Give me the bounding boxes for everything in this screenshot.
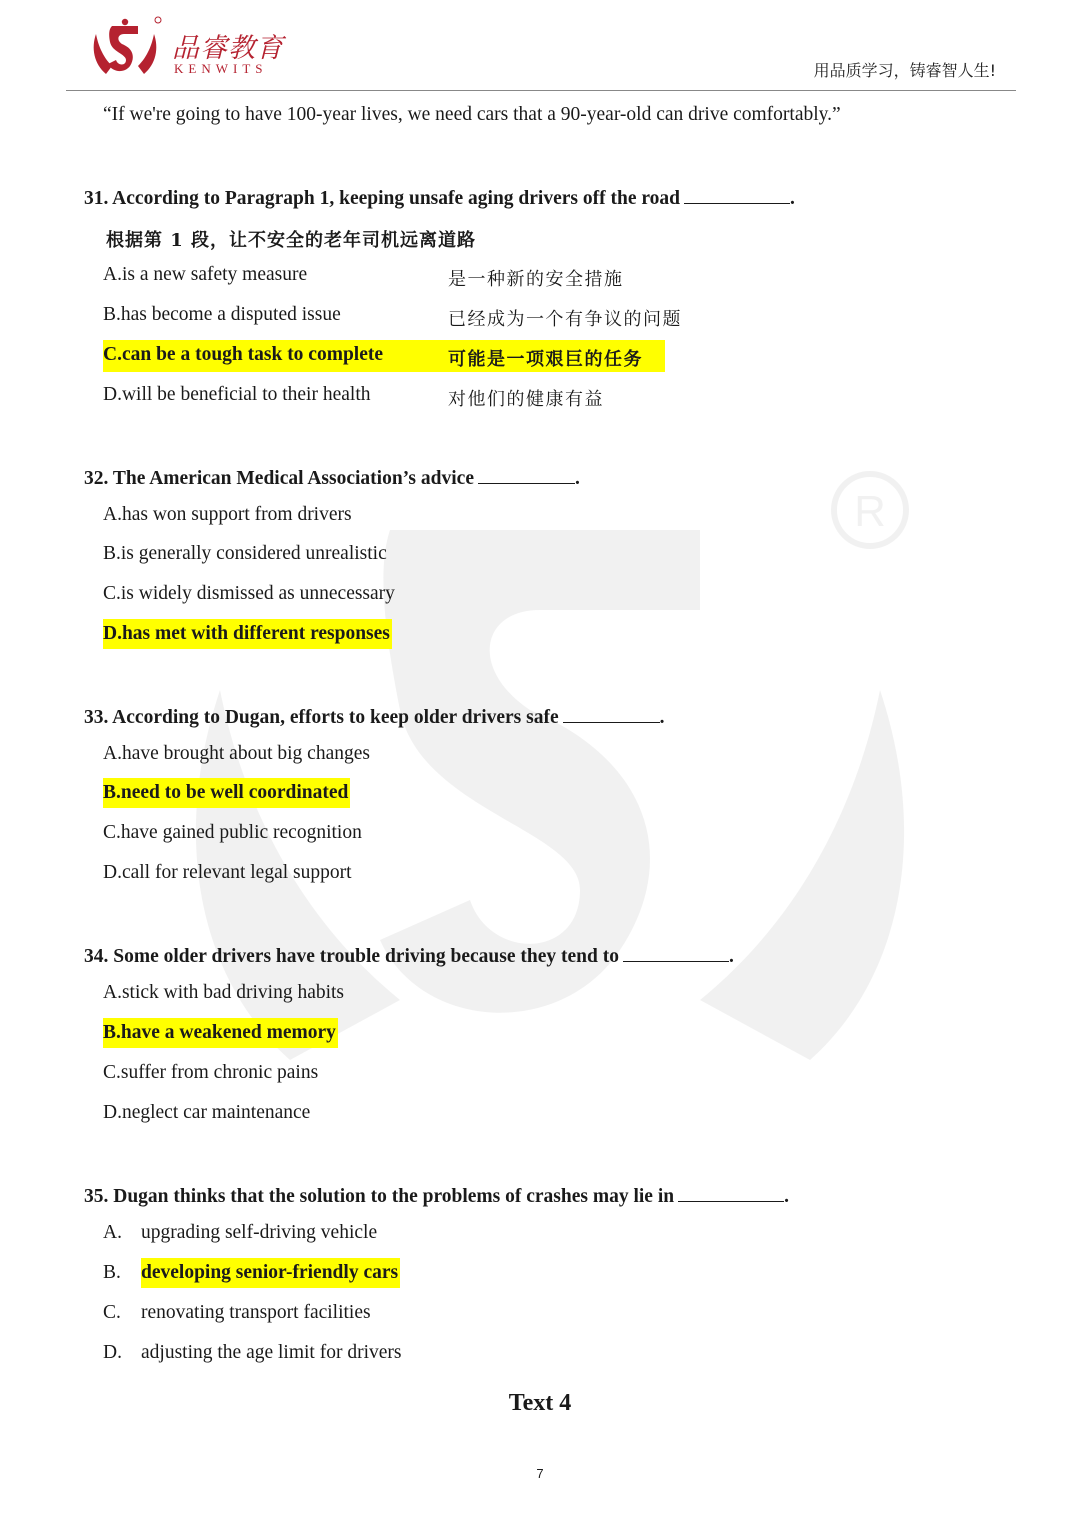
kenwits-logo-emblem	[88, 14, 162, 84]
question-35-option-d: D. adjusting the age limit for drivers	[103, 1342, 402, 1363]
question-33-option-d: D.call for relevant legal support	[103, 862, 352, 883]
question-31-chinese-stem: 根据第 1 段，让不安全的老年司机远离道路	[106, 230, 477, 251]
svg-text:R: R	[854, 487, 886, 536]
answer-highlight: B.need to be well coordinated	[103, 778, 350, 808]
answer-blank	[684, 184, 790, 204]
question-33-stem: 33. According to Dugan, efforts to keep older drivers safe .	[84, 703, 665, 729]
question-33-option-b	[103, 782, 350, 804]
logo-chinese-name: 品睿教育	[172, 33, 284, 64]
answer-blank	[623, 942, 729, 962]
question-35-option-c: C. renovating transport facilities	[103, 1302, 371, 1323]
answer-highlight: developing senior-friendly cars	[141, 1258, 400, 1288]
question-35-stem: 35. Dugan thinks that the solution to the problems of crashes may lie in .	[84, 1182, 789, 1208]
question-31-option-c-translation: 可能是一项艰巨的任务	[448, 349, 643, 370]
question-34-option-a: A.stick with bad driving habits	[103, 982, 345, 1003]
question-35-option-a: A. upgrading self-driving vehicle	[103, 1222, 378, 1243]
answer-blank	[478, 464, 575, 484]
question-31-option-a-translation: 是一种新的安全措施	[448, 269, 624, 290]
question-31-stem: 31. According to Paragraph 1, keeping unsafe aging drivers off the road .	[84, 184, 795, 210]
question-35-option-b: B. developing senior-friendly cars	[103, 1262, 400, 1284]
page-number: 7	[536, 1466, 544, 1481]
question-32-option-a: A.has won support from drivers	[103, 504, 352, 525]
answer-blank	[678, 1182, 784, 1202]
question-33-option-a: A.have brought about big changes	[103, 743, 370, 764]
question-31-option-a: A.is a new safety measure	[103, 264, 308, 285]
question-34-stem: 34. Some older drivers have trouble driving because they tend to .	[84, 942, 734, 968]
answer-highlight: B.have a weakened memory	[103, 1018, 338, 1048]
question-32-option-d	[103, 623, 392, 645]
question-31-option-b-translation: 已经成为一个有争议的问题	[448, 309, 682, 330]
question-32-option-c: C.is widely dismissed as unnecessary	[103, 583, 395, 604]
question-34-option-b	[103, 1022, 338, 1044]
answer-blank	[563, 703, 660, 723]
section-title: Text 4	[508, 1390, 572, 1416]
question-34-option-c: C.suffer from chronic pains	[103, 1062, 319, 1083]
question-31-option-b: B.has become a disputed issue	[103, 304, 341, 325]
question-31-option-d-translation: 对他们的健康有益	[448, 389, 604, 410]
question-32-stem: 32. The American Medical Association’s advice .	[84, 464, 580, 490]
question-32-option-b: B.is generally considered unrealistic	[103, 543, 387, 564]
header-slogan: 用品质学习，铸睿智人生!	[813, 61, 996, 80]
question-31-option-d: D.will be beneficial to their health	[103, 384, 371, 405]
page-header	[0, 0, 1080, 92]
logo-english-name: KENWITS	[174, 61, 268, 76]
question-34-option-d: D.neglect car maintenance	[103, 1102, 311, 1123]
header-divider	[66, 90, 1016, 91]
question-33-option-c: C.have gained public recognition	[103, 822, 362, 843]
closing-quote: “If we're going to have 100-year lives, we need cars that a 90-year-old can drive comfortably.”	[103, 104, 841, 125]
question-31-option-c: C.can be a tough task to complete	[103, 344, 384, 365]
answer-highlight: D.has met with different responses	[103, 619, 392, 649]
